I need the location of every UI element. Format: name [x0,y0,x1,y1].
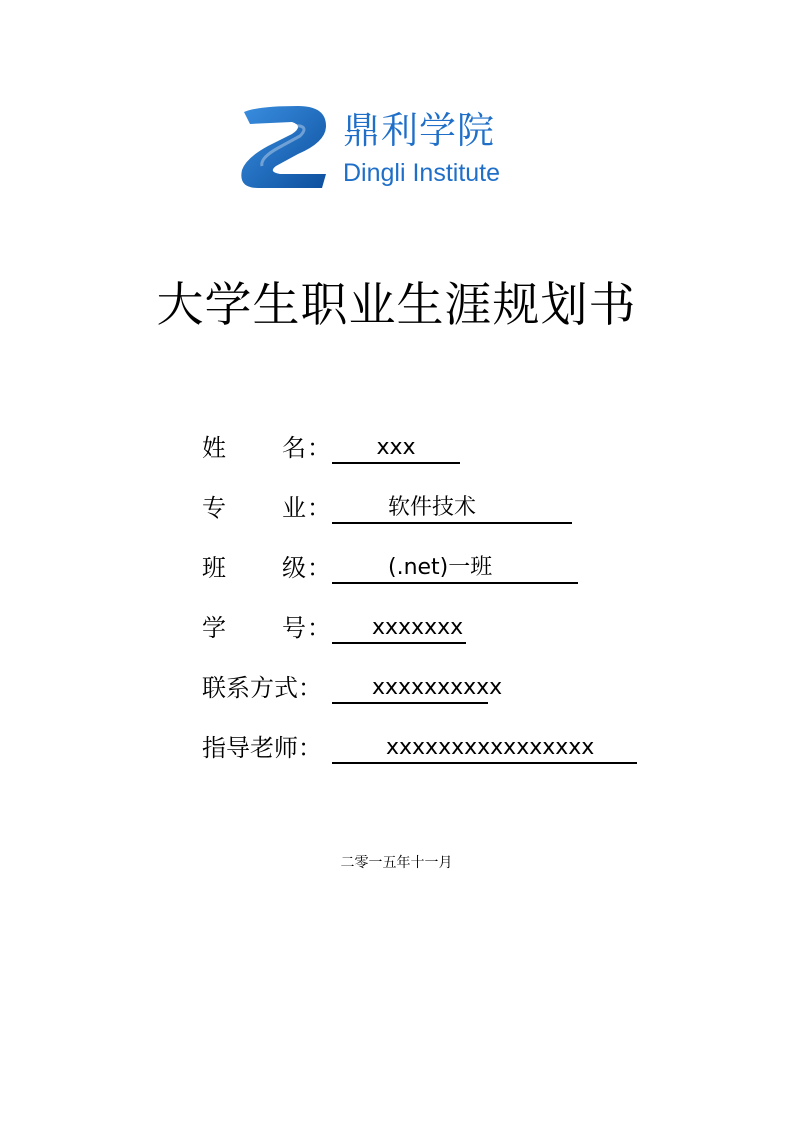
contact-value: xxxxxxxxxx [332,668,488,704]
institute-logo [238,104,568,196]
student-id-value: xxxxxxx [332,608,466,644]
document-date: 二零一五年十一月 [340,855,453,871]
name-value: xxx [332,428,460,464]
logo-english-name: Dingli Institute [343,159,501,187]
major-value: 软件技术 [332,488,572,524]
field-label: 联系方式： [202,674,322,702]
class-value: (.net)一班 [332,548,578,584]
advisor-value: xxxxxxxxxxxxxxxx [332,728,637,764]
logo-chinese-name: 鼎利学院 [343,109,495,152]
logo-mark-icon [238,104,328,190]
field-label: 指导老师： [202,734,322,762]
document-title: 大学生职业生涯规划书 [156,278,637,333]
